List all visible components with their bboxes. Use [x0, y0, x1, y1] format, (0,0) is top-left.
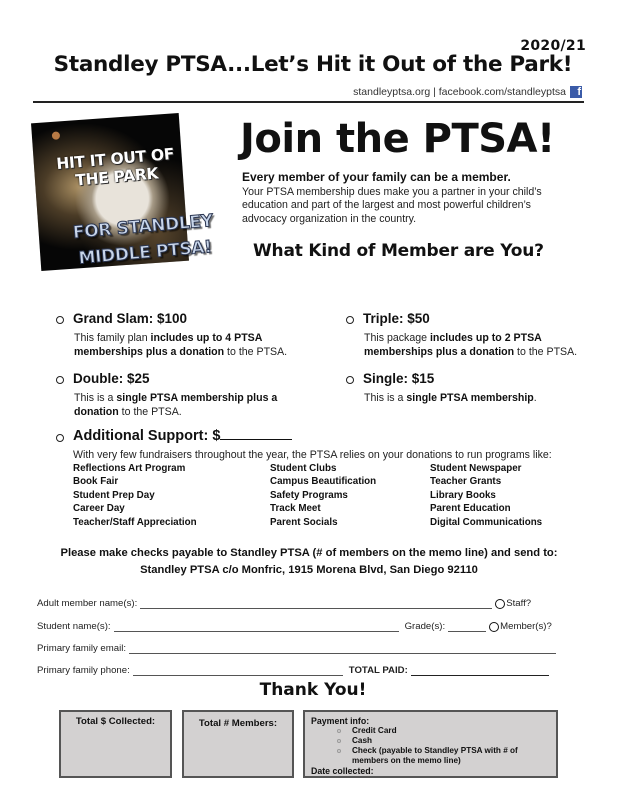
radio-button[interactable] — [346, 376, 354, 384]
adult-member-label: Adult member name(s): — [37, 598, 138, 609]
total-paid-field[interactable] — [411, 665, 549, 676]
payment-instructions-line1: Please make checks payable to Standley PTSA (# of members on the memo line) and send to: — [60, 547, 558, 559]
promo-image — [34, 110, 229, 295]
join-subtitle: Every member of your family can be a member. — [242, 170, 511, 184]
website-links-text[interactable]: standleyptsa.org | facebook.com/standleyptsa — [353, 86, 566, 98]
contact-links — [353, 86, 582, 98]
student-name-field[interactable] — [114, 621, 399, 632]
grade-field[interactable] — [448, 621, 486, 632]
program-list — [73, 462, 573, 529]
payment-option[interactable]: Check (payable to Standley PTSA with # of members on the memo line) — [311, 746, 550, 766]
option-name: Single: $15 — [363, 371, 435, 386]
program-item: Student Newspaper — [430, 463, 522, 474]
program-item: Student Prep Day — [73, 489, 155, 501]
option-description: This is a single PTSA membership. — [364, 392, 537, 404]
member-radio[interactable] — [489, 622, 499, 632]
member-label: Member(s)? — [500, 621, 552, 632]
payment-option[interactable]: Cash — [311, 736, 550, 746]
join-description: Your PTSA membership dues make you a partner in your child’s education and part of the largest and most powerful children’s advocacy organization in the country. — [242, 186, 542, 225]
option-description: This is a single PTSA membership plus a donation to the PTSA. — [74, 392, 278, 418]
radio-button[interactable] — [346, 316, 354, 324]
option-name: Grand Slam: $100 — [73, 311, 188, 326]
donation-description: With very few fundraisers throughout the year, the PTSA relies on your donations to run programs like: — [73, 449, 552, 461]
grade-label: Grade(s): — [404, 621, 446, 632]
staff-label: Staff? — [506, 598, 532, 609]
date-collected-label: Date collected: — [311, 766, 374, 776]
school-year: 2020/21 — [520, 38, 586, 54]
member-type-heading: What Kind of Member are You? — [253, 241, 544, 261]
donation-amount-field[interactable] — [220, 428, 292, 440]
program-item: Safety Programs — [270, 489, 348, 501]
option-additional-support[interactable] — [56, 428, 296, 448]
radio-button[interactable] — [56, 316, 64, 324]
option-single[interactable] — [346, 371, 606, 411]
total-paid-label: TOTAL PAID: — [348, 665, 408, 676]
bullet-icon — [337, 749, 341, 753]
program-item: Parent Socials — [270, 516, 338, 528]
program-item: Library Books — [430, 489, 496, 501]
radio-button[interactable] — [56, 376, 64, 384]
radio-button[interactable] — [56, 434, 64, 442]
option-triple[interactable] — [346, 311, 606, 361]
email-label: Primary family email: — [37, 643, 127, 654]
program-item: Campus Beautification — [270, 476, 377, 488]
baseball-icon — [52, 131, 61, 140]
program-item: Track Meet — [270, 503, 321, 515]
phone-field[interactable] — [133, 665, 343, 676]
page-title: Standley PTSA...Let’s Hit it Out of the Park! — [53, 52, 573, 77]
program-item: Reflections Art Program — [73, 463, 186, 474]
option-name: Additional Support: $ — [73, 428, 292, 444]
program-item: Digital Communications — [430, 516, 543, 528]
program-item: Teacher/Staff Appreciation — [73, 516, 197, 528]
facebook-icon[interactable]: f — [570, 86, 582, 98]
thank-you-heading: Thank You! — [259, 680, 367, 700]
payment-info-box — [303, 710, 558, 778]
bullet-icon — [337, 739, 341, 743]
student-name-label: Student name(s): — [37, 621, 111, 632]
option-name: Triple: $50 — [363, 311, 430, 326]
email-field[interactable] — [129, 643, 556, 654]
join-heading: Join the PTSA! — [240, 116, 555, 162]
staff-radio[interactable] — [495, 599, 505, 609]
program-item: Career Day — [73, 503, 125, 515]
option-description: This package includes up to 2 PTSA memberships plus a donation to the PTSA. — [364, 332, 578, 358]
total-collected-label: Total $ Collected: — [75, 716, 156, 727]
option-description: This family plan includes up to 4 PTSA memberships plus a donation to the PTSA. — [74, 332, 288, 358]
mailing-address: Standley PTSA c/o Monfric, 1915 Morena Blvd, San Diego 92110 — [140, 564, 478, 576]
promo-headline: HIT IT OUT OF THE PARK — [55, 144, 175, 190]
payment-instructions — [0, 545, 618, 579]
payment-option[interactable]: Credit Card — [311, 726, 550, 736]
student-row — [37, 621, 552, 632]
program-item: Teacher Grants — [430, 476, 502, 488]
option-double[interactable] — [56, 371, 326, 421]
option-name: Double: $25 — [73, 371, 150, 386]
total-members-box — [182, 710, 294, 778]
phone-label: Primary family phone: — [37, 665, 130, 676]
program-item: Book Fair — [73, 476, 119, 488]
email-row — [37, 643, 556, 654]
header-divider — [33, 101, 584, 103]
total-members-label: Total # Members: — [198, 718, 278, 729]
total-collected-box — [59, 710, 172, 778]
adult-member-field[interactable] — [140, 598, 492, 609]
payment-info-label: Payment info: — [311, 716, 370, 726]
adult-member-row — [37, 598, 531, 609]
bullet-icon — [337, 729, 341, 733]
phone-row — [37, 665, 549, 676]
option-grand-slam[interactable] — [56, 311, 326, 361]
program-item: Parent Education — [430, 503, 511, 515]
program-item: Student Clubs — [270, 463, 337, 474]
promo-subline: FOR STANDLEY MIDDLE PTSA! — [72, 210, 214, 269]
